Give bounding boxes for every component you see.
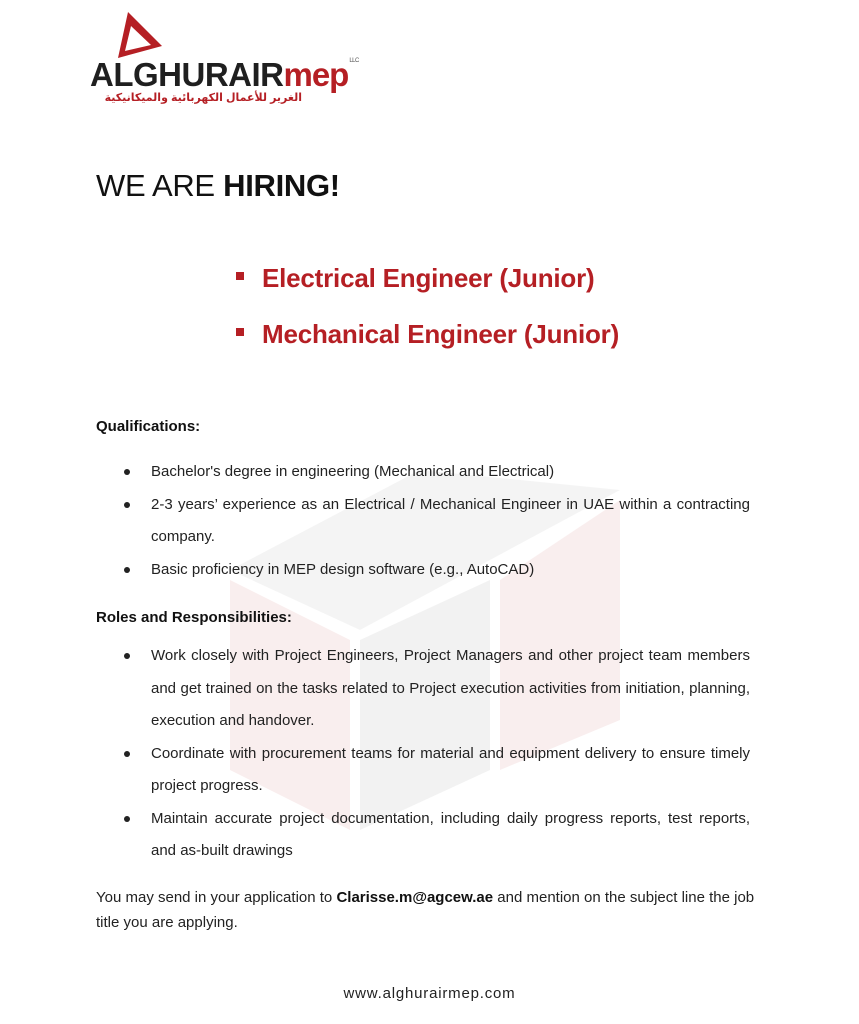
headline-prefix: WE ARE — [96, 168, 215, 203]
list-item: Basic proficiency in MEP design software (e.g., AutoCAD) — [96, 554, 750, 587]
brand-name-accent: mep — [283, 56, 349, 93]
brand-suffix: LLC — [349, 58, 359, 64]
headline-emphasis: HIRING! — [223, 168, 340, 203]
list-item: Bachelor's degree in engineering (Mechanical and Electrical) — [96, 456, 750, 489]
brand-wordmark — [90, 58, 359, 91]
brand-arabic-tagline: الغرير للأعمال الكهربائية والميكانيكية — [104, 92, 302, 104]
qualifications-list — [96, 456, 750, 586]
position-item: Electrical Engineer (Junior) — [236, 262, 619, 318]
application-email[interactable]: Clarisse.m@agcew.ae — [336, 889, 494, 906]
list-item: Work closely with Project Engineers, Project Managers and other project team members and get trained on the tasks related to Project execution activities from initiation, planning, execution and handover. — [96, 640, 750, 738]
application-note — [96, 885, 756, 935]
list-item: Maintain accurate project documentation, including daily progress reports, test reports, and as-built drawings — [96, 803, 750, 868]
roles-title: Roles and Responsibilities: — [96, 609, 292, 626]
website-link[interactable]: www.alghurairmep.com — [343, 985, 516, 1002]
brand-name-main: ALGHURAIR — [90, 56, 284, 93]
application-tail: and mention on the subject line the job title you are applying. — [96, 889, 755, 931]
position-list — [236, 262, 619, 374]
list-item: Coordinate with procurement teams for material and equipment delivery to ensure timely project progress. — [96, 738, 750, 803]
position-item: Mechanical Engineer (Junior) — [236, 318, 619, 374]
brand-logo-icon — [118, 12, 162, 58]
list-item: 2-3 years’ experience as an Electrical / Mechanical Engineer in UAE within a contracting company. — [96, 489, 750, 554]
roles-list — [96, 640, 750, 868]
page-title — [96, 168, 340, 204]
application-lead: You may send in your application to — [96, 889, 333, 906]
qualifications-title: Qualifications: — [96, 418, 201, 435]
